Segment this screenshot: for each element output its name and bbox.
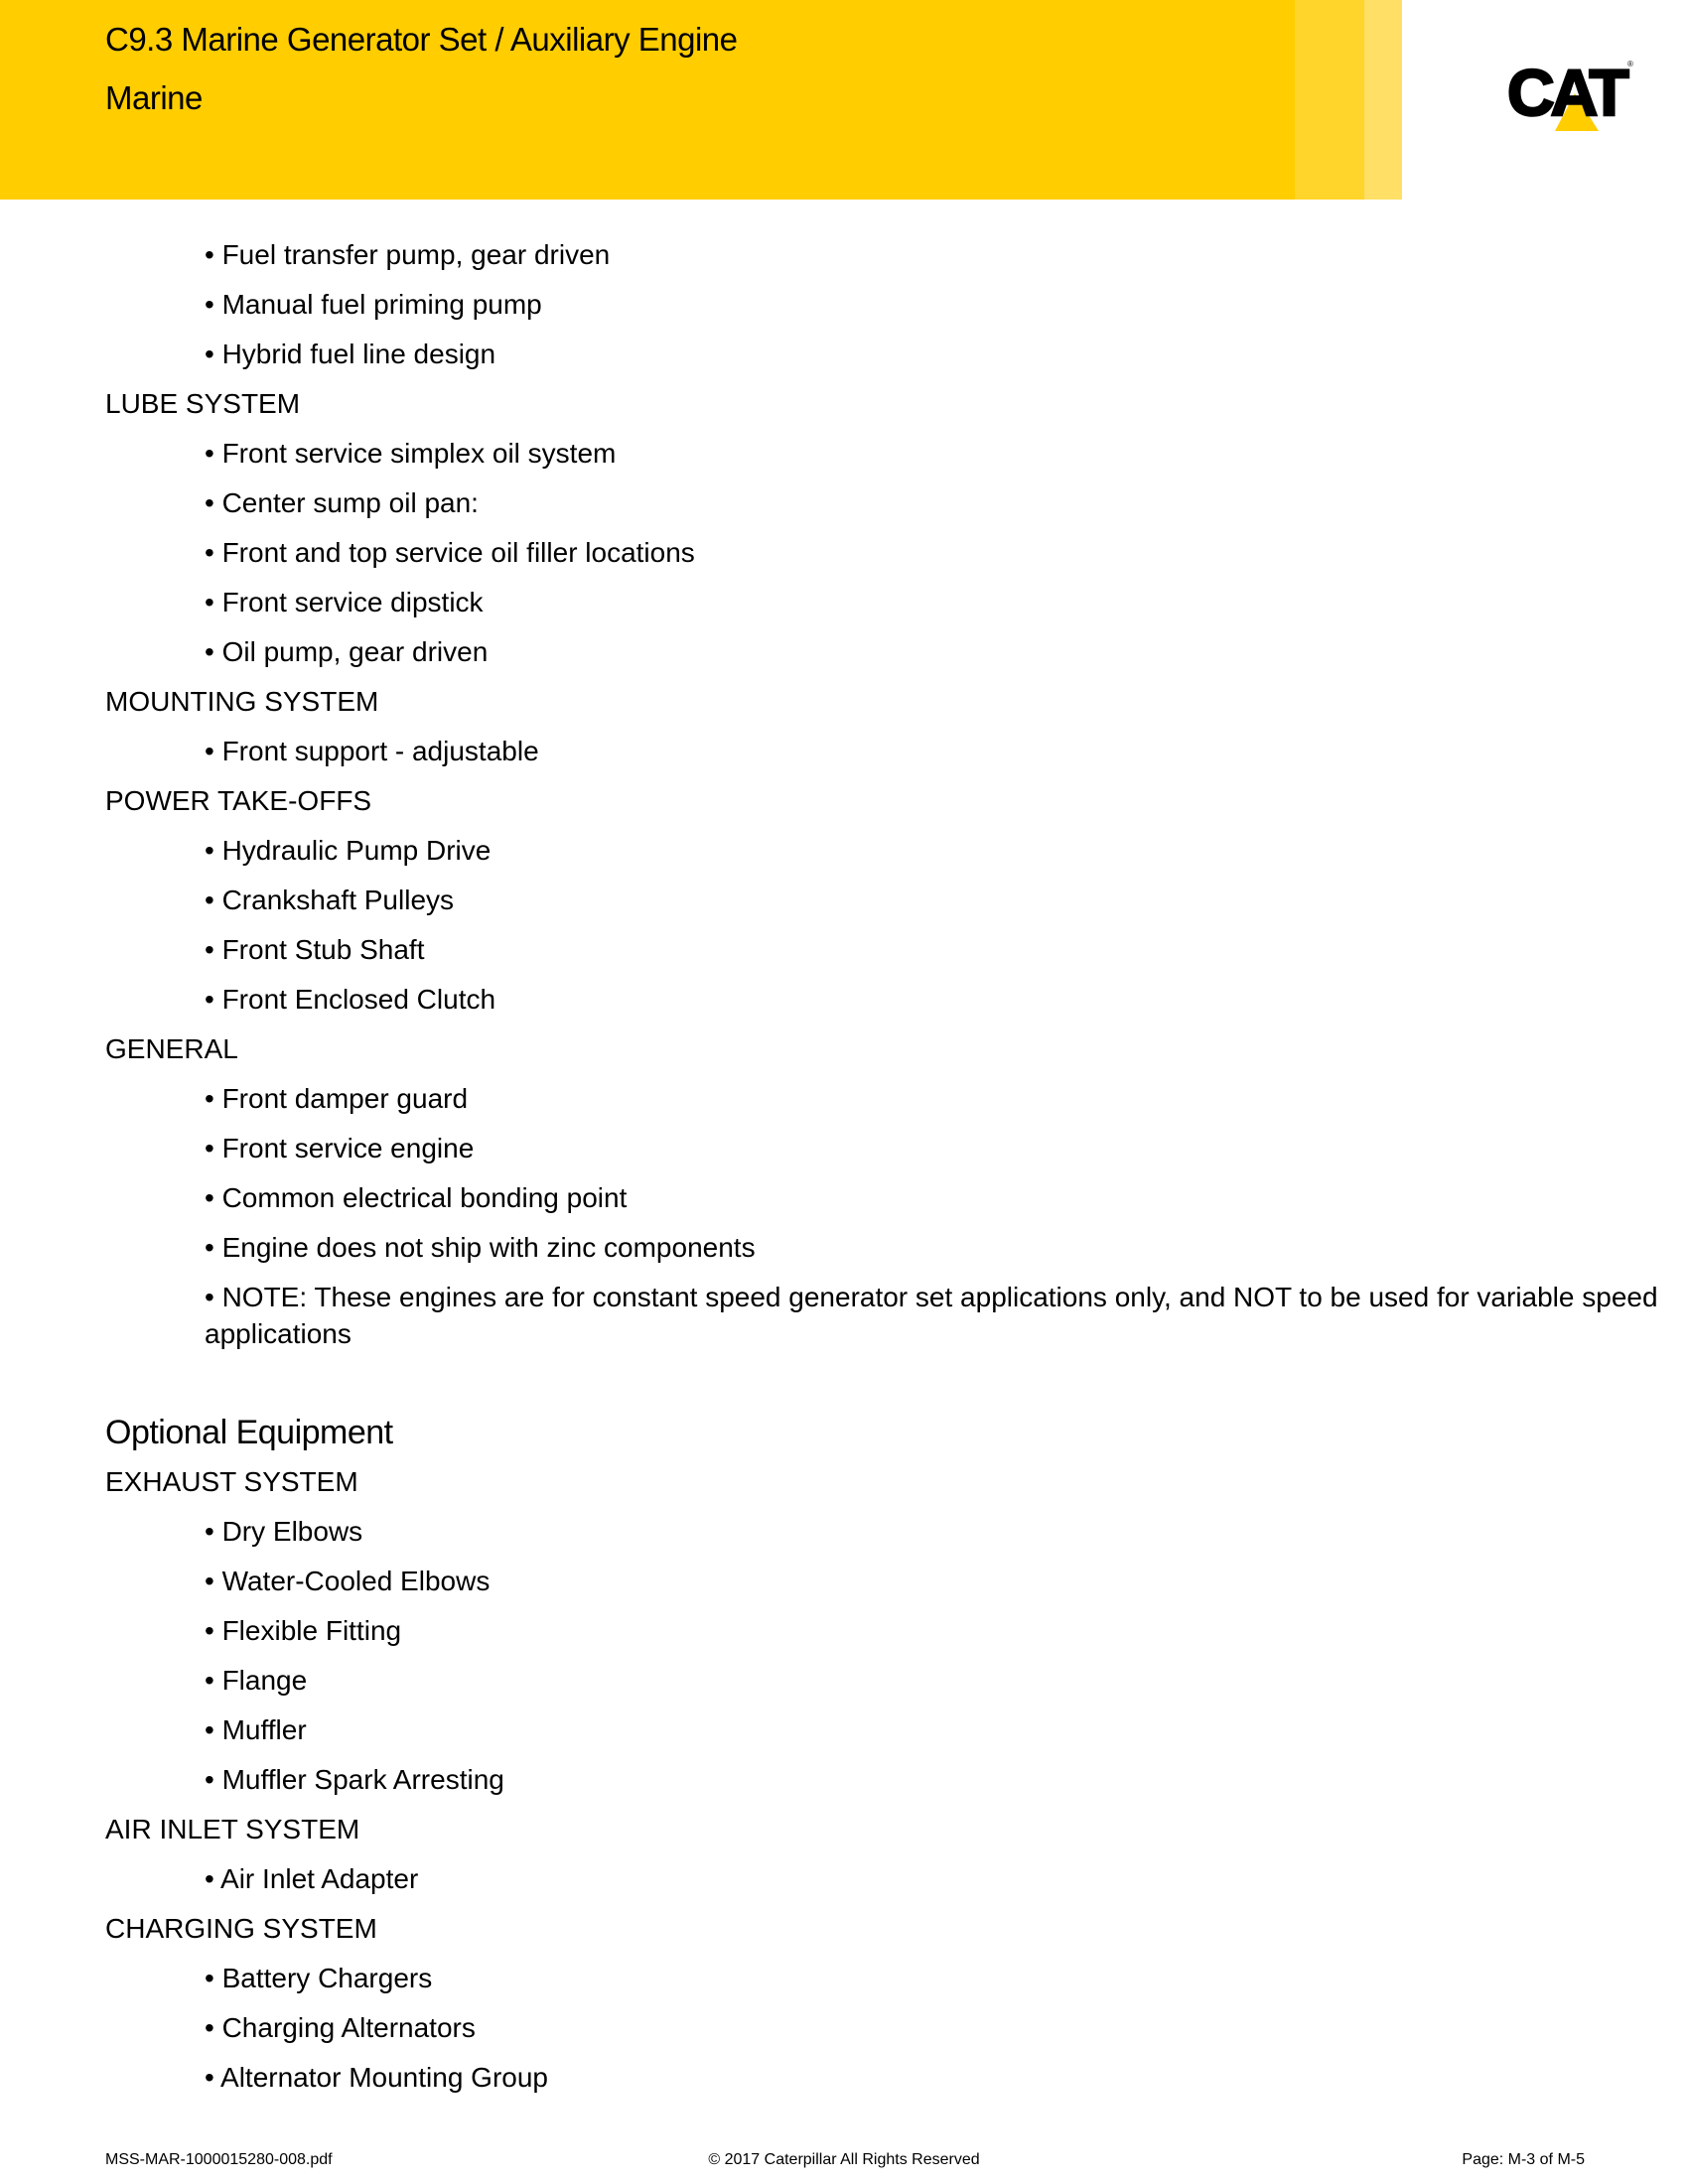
list-item: • Flexible Fitting	[205, 1615, 402, 1646]
footer-filename: MSS-MAR-1000015280-008.pdf	[105, 2151, 333, 2168]
list-item: • Front and top service oil filler locations	[205, 537, 695, 568]
list-item: • Engine does not ship with zinc components	[205, 1232, 756, 1263]
document-subtitle: Marine	[105, 79, 203, 116]
cat-logo-text: CAT	[1507, 58, 1625, 129]
list-item: • Flange	[205, 1665, 308, 1696]
list-item: • Front Stub Shaft	[205, 934, 425, 965]
document-title: C9.3 Marine Generator Set / Auxiliary Engine	[105, 21, 738, 58]
list-item: • Front service simplex oil system	[205, 438, 617, 469]
list-item: • Muffler	[205, 1714, 307, 1745]
header-stripe	[1364, 0, 1402, 200]
list-item: • Front damper guard	[205, 1083, 469, 1114]
list-item: • Dry Elbows	[205, 1516, 363, 1547]
list-item: • Front support - adjustable	[205, 736, 539, 766]
footer-page-number: Page: M-3 of M-5	[1462, 2151, 1585, 2168]
list-item: • Front service dipstick	[205, 587, 484, 617]
list-item: • Common electrical bonding point	[205, 1182, 628, 1213]
list-item: • Center sump oil pan:	[205, 487, 479, 518]
section-heading-general: GENERAL	[105, 1033, 238, 1064]
list-item: • Manual fuel priming pump	[205, 289, 542, 320]
optional-equipment-title: Optional Equipment	[105, 1414, 393, 1451]
list-item: • Battery Chargers	[205, 1963, 433, 1993]
section-heading-power-take-offs: POWER TAKE-OFFS	[105, 785, 372, 816]
list-item: • Water-Cooled Elbows	[205, 1566, 491, 1596]
section-spacer	[105, 1358, 1595, 1408]
list-item: • Front service engine	[205, 1133, 475, 1163]
page-content	[105, 230, 1658, 2103]
section-heading-air-inlet-system: AIR INLET SYSTEM	[105, 1814, 360, 1844]
section-heading-charging-system: CHARGING SYSTEM	[105, 1913, 377, 1944]
registered-mark: ®	[1627, 60, 1633, 68]
header-stripe	[1295, 0, 1364, 200]
section-heading-lube-system: LUBE SYSTEM	[105, 388, 301, 419]
footer-copyright: © 2017 Caterpillar All Rights Reserved	[708, 2151, 980, 2168]
list-item: • Hydraulic Pump Drive	[205, 835, 492, 866]
section-heading-exhaust-system: EXHAUST SYSTEM	[105, 1466, 358, 1497]
list-item: • Charging Alternators	[205, 2012, 476, 2043]
list-item: • Fuel transfer pump, gear driven	[205, 239, 611, 270]
note-item: • NOTE: These engines are for constant speed generator set applications only, and NOT to be used for variable speed applications	[205, 1282, 1658, 1349]
list-item: • Alternator Mounting Group	[205, 2062, 548, 2093]
cat-logo	[1507, 58, 1634, 133]
list-item: • Front Enclosed Clutch	[205, 984, 496, 1015]
section-heading-mounting-system: MOUNTING SYSTEM	[105, 686, 379, 717]
list-item: • Crankshaft Pulleys	[205, 885, 455, 915]
list-item: • Muffler Spark Arresting	[205, 1764, 504, 1795]
list-item: • Air Inlet Adapter	[205, 1863, 419, 1894]
list-item: • Hybrid fuel line design	[205, 339, 496, 369]
list-item: • Oil pump, gear driven	[205, 636, 489, 667]
